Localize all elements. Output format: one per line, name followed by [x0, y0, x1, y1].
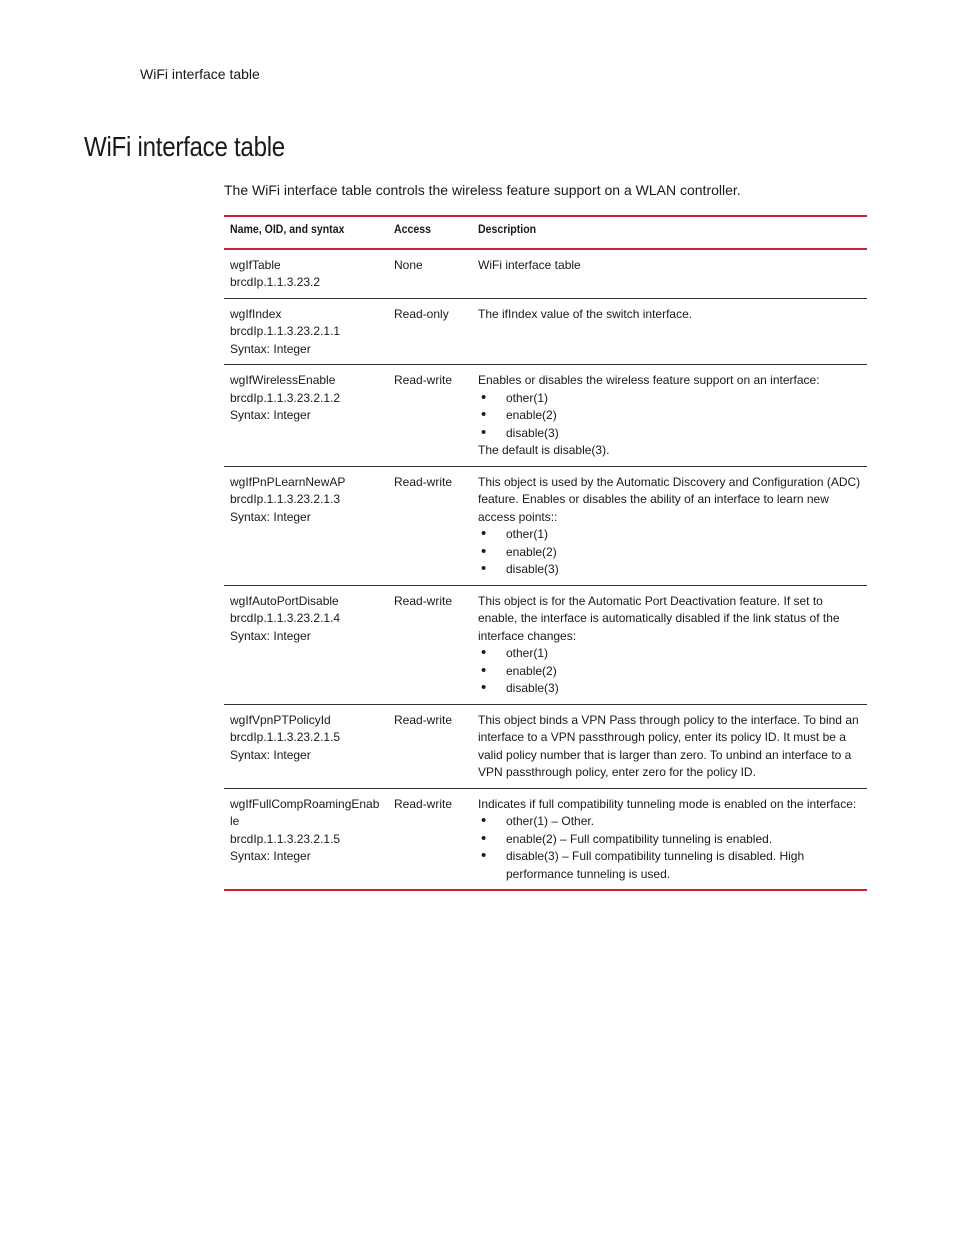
cell-description — [472, 788, 867, 890]
value-list-item: • enable(2) – Full compatibility tunneling is enabled. — [478, 831, 861, 849]
description-text: Enables or disables the wireless feature support on an interface: — [478, 373, 820, 387]
object-oid: brcdIp.1.1.3.23.2.1.5 — [230, 730, 341, 744]
table-row — [224, 585, 867, 704]
table-row — [224, 466, 867, 585]
mib-table — [224, 215, 867, 891]
value-list-item: • disable(3) — [478, 425, 861, 443]
page-title: WiFi interface table — [84, 131, 285, 162]
cell-name-oid-syntax — [224, 249, 388, 299]
cell-access: Read-write — [394, 593, 453, 608]
cell-access: Read-write — [394, 373, 453, 387]
table-row — [224, 298, 867, 365]
table-row — [224, 788, 867, 890]
object-oid: brcdIp.1.1.3.23.2.1.1 — [230, 324, 341, 338]
value-list-item: • disable(3) — [478, 561, 861, 579]
mib-table-container — [224, 215, 867, 891]
object-syntax: Syntax: Integer — [230, 747, 311, 762]
cell-access: Read-write — [394, 712, 453, 727]
running-header: WiFi interface table — [140, 66, 260, 82]
object-name: wgIfFullCompRoamingEnable — [230, 796, 380, 828]
cell-access: Read-only — [394, 306, 449, 321]
cell-description — [472, 704, 867, 788]
value-list — [478, 813, 861, 883]
column-header-access: Access — [394, 222, 432, 236]
value-list-item: • other(1) — [478, 390, 861, 408]
cell-name-oid-syntax — [224, 466, 388, 585]
object-syntax: Syntax: Integer — [230, 849, 311, 863]
cell-access: None — [394, 257, 423, 272]
value-list — [478, 526, 861, 579]
object-name: wgIfAutoPortDisable — [230, 593, 339, 608]
table-header-row — [224, 216, 867, 249]
cell-description — [472, 365, 867, 467]
object-syntax: Syntax: Integer — [230, 341, 311, 356]
cell-name-oid-syntax — [224, 704, 388, 788]
object-syntax: Syntax: Integer — [230, 628, 311, 643]
cell-name-oid-syntax — [224, 585, 388, 704]
table-row — [224, 249, 867, 299]
object-oid: brcdIp.1.1.3.23.2 — [230, 275, 321, 289]
object-syntax: Syntax: Integer — [230, 408, 311, 422]
cell-name-oid-syntax — [224, 788, 388, 890]
description-text: This object binds a VPN Pass through policy to the interface. To bind an interface to a VPN passthrough policy, enter its policy ID. It must be a valid policy number that is larger than zero. To unbind an interface to a VPN passthrough policy, enter zero for the policy ID. — [478, 712, 859, 779]
cell-name-oid-syntax — [224, 298, 388, 365]
value-list-item: • other(1) – Other. — [478, 813, 861, 831]
value-list — [478, 390, 861, 443]
value-list-item: • enable(2) — [478, 663, 861, 681]
description-text: Indicates if full compatibility tunneling mode is enabled on the interface: — [478, 796, 857, 811]
description-text: This object is used by the Automatic Discovery and Configuration (ADC) feature. Enables or disables the ability of an interface to learn new access points:: — [478, 474, 861, 524]
value-list-item: • disable(3) — [478, 680, 861, 698]
value-list-item: • enable(2) — [478, 544, 861, 562]
value-list-item: • other(1) — [478, 645, 861, 663]
object-syntax: Syntax: Integer — [230, 509, 311, 524]
value-list-item: • disable(3) – Full compatibility tunneling is disabled. High performance tunneling is used. — [478, 848, 861, 883]
object-name: wgIfTable — [230, 257, 281, 272]
object-name: wgIfVpnPTPolicyId — [230, 712, 331, 727]
cell-access: Read-write — [394, 796, 453, 811]
cell-description — [472, 249, 867, 299]
cell-description — [472, 298, 867, 365]
column-header-name: Name, OID, and syntax — [230, 222, 345, 236]
object-name: wgIfIndex — [230, 306, 282, 321]
table-row — [224, 365, 867, 467]
column-header-description: Description — [478, 222, 537, 236]
object-oid: brcdIp.1.1.3.23.2.1.5 — [230, 831, 341, 846]
object-name: wgIfWirelessEnable — [230, 373, 336, 387]
object-oid: brcdIp.1.1.3.23.2.1.4 — [230, 611, 341, 625]
object-oid: brcdIp.1.1.3.23.2.1.2 — [230, 390, 341, 405]
intro-paragraph: The WiFi interface table controls the wireless feature support on a WLAN controller. — [224, 182, 741, 198]
description-note: The default is disable(3). — [478, 443, 610, 457]
description-text: The ifIndex value of the switch interface. — [478, 306, 693, 321]
description-text: This object is for the Automatic Port Deactivation feature. If set to enable, the interface is automatically disabled if the link status of the interface changes: — [478, 593, 840, 643]
cell-description — [472, 466, 867, 585]
object-name: wgIfPnPLearnNewAP — [230, 474, 346, 489]
cell-description — [472, 585, 867, 704]
object-oid: brcdIp.1.1.3.23.2.1.3 — [230, 492, 341, 506]
cell-access: Read-write — [394, 474, 453, 489]
value-list-item: • other(1) — [478, 526, 861, 544]
table-row — [224, 704, 867, 788]
value-list-item: • enable(2) — [478, 407, 861, 425]
value-list — [478, 645, 861, 698]
table-body — [224, 249, 867, 891]
cell-name-oid-syntax — [224, 365, 388, 467]
description-text: WiFi interface table — [478, 257, 581, 272]
